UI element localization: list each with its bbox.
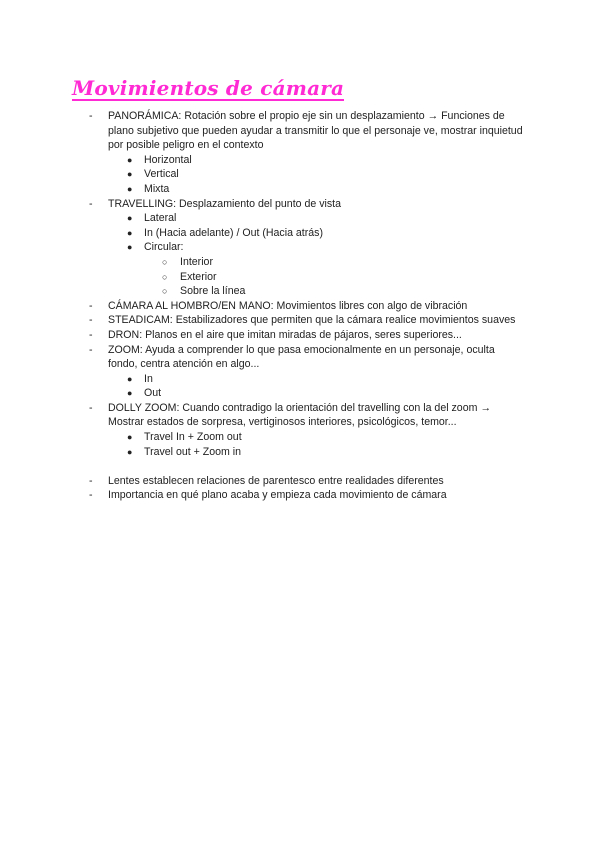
dash-marker: - [89, 299, 93, 312]
bullet-marker: ● [127, 432, 133, 443]
dash-marker: - [89, 343, 93, 356]
list-item-text: Lateral [144, 212, 177, 225]
list-item-circ-interior [0, 255, 600, 270]
dash-marker: - [89, 314, 93, 327]
list-item-text: In [144, 372, 153, 385]
list-item-text: Out [144, 387, 162, 400]
list-item-text: CÁMARA AL HOMBRO/EN MANO: Movimientos libres con algo de vibración [108, 299, 468, 312]
list-item-text: Sobre la línea [180, 285, 246, 298]
list-item-text: STEADICAM: Estabilizadores que permiten que la cámara realice movimientos suaves [108, 314, 516, 327]
list-item-camara-hombro [0, 299, 600, 314]
list-item-text: DRON: Planos en el aire que imitan miradas de pájaros, seres superiores... [108, 328, 462, 341]
list-item-text: ZOOM: Ayuda a comprender lo que pasa emocionalmente en un personaje, oculta fondo, centra atención en algo... [108, 343, 495, 371]
list-item-trav-lateral [0, 211, 600, 226]
list-item-dron [0, 328, 600, 343]
list-item-pan-vertical [0, 167, 600, 182]
dash-marker: - [89, 489, 93, 502]
dash-marker: - [89, 328, 93, 341]
list-item-importancia [0, 488, 600, 503]
list-item-dolly-zoom [0, 401, 600, 430]
list-item-text: Circular: [144, 241, 184, 254]
list-item-text: Lentes establecen relaciones de parentesco entre realidades diferentes [108, 474, 444, 487]
bullet-marker: ● [127, 227, 133, 238]
list-item-circ-exterior [0, 270, 600, 285]
list-item-text: TRAVELLING: Desplazamiento del punto de vista [108, 197, 341, 210]
list-item-text: Vertical [144, 168, 179, 181]
notes-list [0, 109, 600, 503]
bullet-marker: ● [127, 242, 133, 253]
list-item-text: Travel out + Zoom in [144, 445, 242, 458]
list-item-text: Exterior [180, 270, 217, 283]
list-item-text: Mixta [144, 182, 170, 195]
list-item-zoom [0, 343, 600, 372]
bullet-marker: ● [127, 169, 133, 180]
page-title: Movimientos de cámara [72, 76, 345, 100]
circle-marker: ○ [162, 286, 168, 297]
list-item-travelling [0, 197, 600, 212]
list-item-trav-in-out [0, 226, 600, 241]
spacer [0, 459, 600, 474]
list-item-trav-circular [0, 240, 600, 255]
list-item-lentes [0, 474, 600, 489]
dash-marker: - [89, 401, 93, 414]
list-item-zoom-out [0, 386, 600, 401]
list-item-text: In (Hacia adelante) / Out (Hacia atrás) [144, 226, 323, 239]
dash-marker: - [89, 110, 93, 122]
list-item-pan-mixta [0, 182, 600, 197]
list-item-text: Importancia en qué plano acaba y empieza cada movimiento de cámara [108, 489, 447, 502]
list-item-text: Travel In + Zoom out [144, 431, 242, 444]
bullet-marker: ● [127, 183, 133, 194]
bullet-marker: ● [127, 373, 133, 384]
list-item-zoom-in [0, 372, 600, 387]
list-item-panoramica [0, 109, 600, 153]
circle-marker: ○ [162, 256, 168, 267]
bullet-marker: ● [127, 446, 133, 457]
list-item-dolly-2 [0, 445, 600, 460]
list-item-circ-sobre-linea [0, 284, 600, 299]
dash-marker: - [89, 474, 93, 487]
bullet-marker: ● [127, 388, 133, 399]
list-item-text: PANORÁMICA: Rotación sobre el propio eje sin un desplazamiento → Funciones de plano subjetivo que pueden ayudar a transmitir lo que el personaje ve, mostrar inquietud por posible peligro en el contexto [108, 110, 523, 152]
dash-marker: - [89, 197, 93, 210]
bullet-marker: ● [127, 213, 133, 224]
list-item-text: Horizontal [144, 153, 192, 166]
list-item-text: DOLLY ZOOM: Cuando contradigo la orientación del travelling con la del zoom → Mostrar estados de sorpresa, vertiginosos interiores, psicológicos, temor... [108, 401, 491, 429]
list-item-steadicam [0, 313, 600, 328]
bullet-marker: ● [127, 154, 133, 165]
list-item-dolly-1 [0, 430, 600, 445]
list-item-pan-horizontal [0, 153, 600, 168]
list-item-text: Interior [180, 255, 213, 268]
circle-marker: ○ [162, 271, 168, 282]
